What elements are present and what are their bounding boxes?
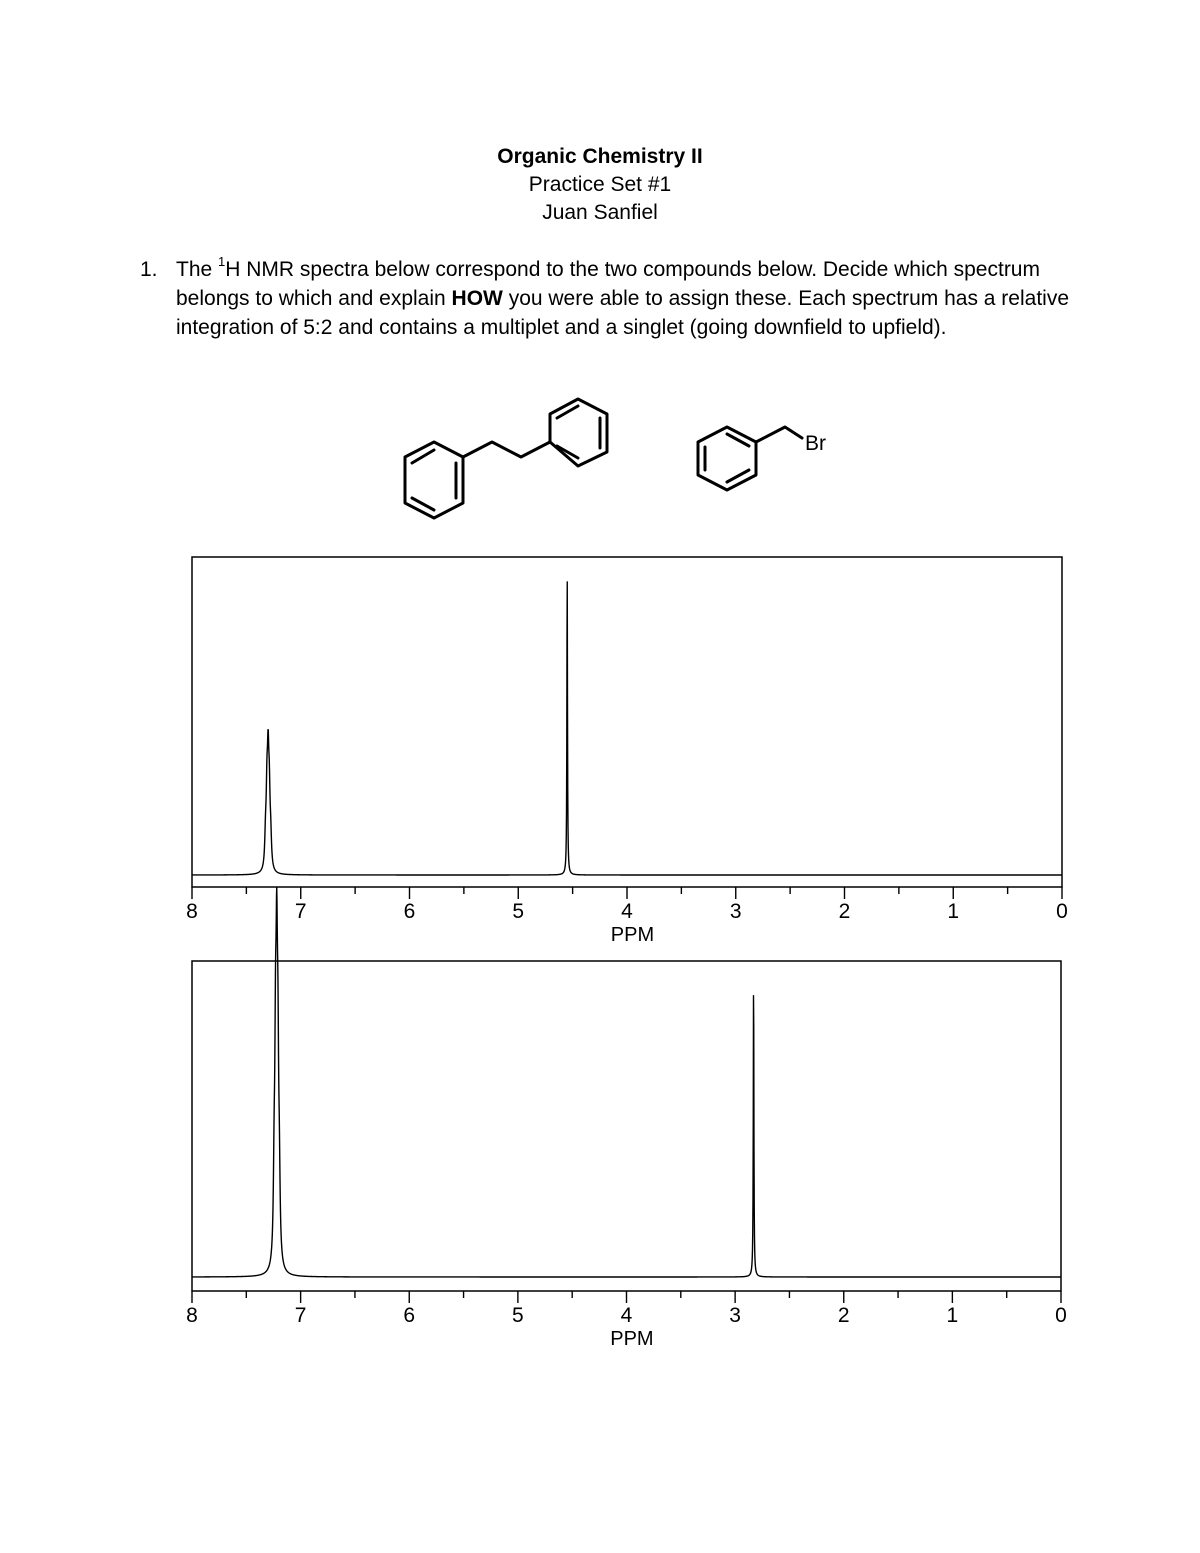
tick-label: 1 bbox=[946, 1304, 959, 1327]
practice-set-title: Practice Set #1 bbox=[528, 173, 672, 196]
x-axis-label: PPM bbox=[610, 1328, 654, 1350]
tick-label: 6 bbox=[403, 1304, 416, 1327]
isotope-superscript: 1 bbox=[218, 254, 226, 269]
question-number: 1. bbox=[140, 258, 158, 281]
question-emphasis: HOW bbox=[451, 287, 503, 310]
tick-label: 4 bbox=[620, 1304, 633, 1327]
tick-label: 7 bbox=[294, 1304, 307, 1327]
tick-label: 7 bbox=[294, 900, 307, 923]
tick-label: 2 bbox=[838, 900, 851, 923]
tick-label: 8 bbox=[186, 900, 198, 923]
question-text-start: The bbox=[176, 258, 219, 281]
tick-label: 0 bbox=[1055, 1304, 1067, 1327]
tick-label: 5 bbox=[512, 1304, 524, 1327]
tick-label: 4 bbox=[621, 900, 633, 923]
tick-label: 8 bbox=[186, 1304, 198, 1327]
bromine-label: Br bbox=[805, 432, 826, 455]
tick-label: 1 bbox=[947, 900, 960, 923]
author-name: Juan Sanfiel bbox=[542, 201, 658, 224]
tick-label: 3 bbox=[729, 900, 742, 923]
spectrum-frame bbox=[192, 961, 1061, 1291]
tick-label: 6 bbox=[403, 900, 416, 923]
tick-label: 0 bbox=[1056, 900, 1068, 923]
question-text-end: you were able to assign these. Each spectrum has a relative integration of 5:2 and contains a multiplet and a singlet (going downfield to upfield). bbox=[176, 287, 1069, 339]
question-text-middle: H NMR spectra below correspond to the two compounds below. Decide which spectrum belongs to which and explain bbox=[176, 258, 1040, 310]
tick-label: 2 bbox=[837, 1304, 850, 1327]
tick-label: 5 bbox=[512, 900, 525, 923]
spectrum-trace bbox=[192, 887, 1061, 1277]
x-axis-label: PPM bbox=[610, 924, 655, 946]
course-title: Organic Chemistry II bbox=[497, 145, 703, 168]
tick-label: 3 bbox=[729, 1304, 741, 1327]
